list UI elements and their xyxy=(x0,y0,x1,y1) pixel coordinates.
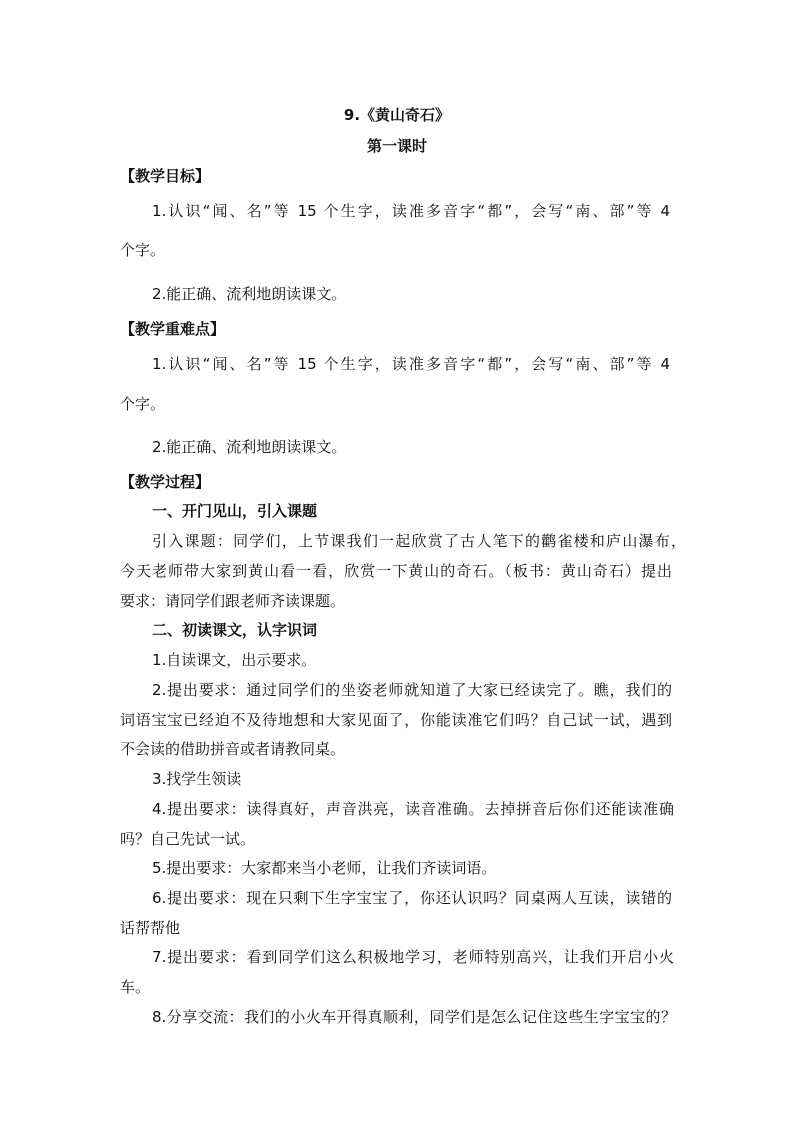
part1-paragraph-line1: 引入课题：同学们，上节课我们一起欣赏了古人笔下的鹳雀楼和庐山瀑布， xyxy=(152,532,686,550)
part1-paragraph-line2: 今天老师带大家到黄山看一看，欣赏一下黄山的奇石。（板书：黄山奇石）提出 xyxy=(120,562,672,580)
part1-title: 一、开门见山，引入课题 xyxy=(152,502,318,520)
part2-title: 二、初读课文，认字识词 xyxy=(152,621,318,639)
step2-line2: 词语宝宝已经迫不及待地想和大家见面了，你能读准它们吗？自己试一试，遇到 xyxy=(120,711,672,729)
keypoints-heading: 【教学重难点】 xyxy=(120,320,226,338)
keypoints-item1-line1: 1.认识“闻、名”等 15 个生字，读准多音字“都”，会写“南、部”等 4 xyxy=(152,355,670,373)
keypoints-item1-line2: 个字。 xyxy=(120,395,166,413)
step1: 1.自读课文，出示要求。 xyxy=(152,651,317,669)
process-heading: 【教学过程】 xyxy=(120,473,211,491)
goals-heading: 【教学目标】 xyxy=(120,167,211,185)
goals-item2: 2.能正确、流利地朗读课文。 xyxy=(152,285,347,303)
step5: 5.提出要求：大家都来当小老师，让我们齐读词语。 xyxy=(152,859,497,877)
step2-line1: 2.提出要求：通过同学们的坐姿老师就知道了大家已经读完了。瞧，我们的 xyxy=(152,681,672,699)
part1-paragraph-line3: 要求：请同学们跟老师齐读课题。 xyxy=(120,592,346,610)
step6-line1: 6.提出要求：现在只剩下生字宝宝了，你还认识吗？同桌两人互读，读错的 xyxy=(152,889,672,907)
step8: 8.分享交流：我们的小火车开得真顺利，同学们是怎么记住这些生字宝宝的？ xyxy=(152,1008,676,1026)
step3: 3.找学生领读 xyxy=(152,770,242,788)
goals-item1-line1: 1.认识“闻、名”等 15 个生字，读准多音字“都”，会写“南、部”等 4 xyxy=(152,202,670,220)
document-title: 9.《黄山奇石》 xyxy=(343,106,451,124)
step6-line2: 话帮帮他 xyxy=(120,919,181,937)
keypoints-item2: 2.能正确、流利地朗读课文。 xyxy=(152,438,347,456)
step7-line1: 7.提出要求：看到同学们这么积极地学习，老师特别高兴，让我们开启小火 xyxy=(152,948,674,966)
step7-line2: 车。 xyxy=(120,978,151,996)
lesson-period: 第一课时 xyxy=(366,137,427,155)
step4-line1: 4.提出要求：读得真好，声音洪亮，读音准确。去掉拼音后你们还能读准确 xyxy=(152,800,674,818)
step2-line3: 不会读的借助拼音或者请教同桌。 xyxy=(120,740,346,758)
goals-item1-line2: 个字。 xyxy=(120,241,166,259)
step4-line2: 吗？自己先试一试。 xyxy=(120,830,256,848)
